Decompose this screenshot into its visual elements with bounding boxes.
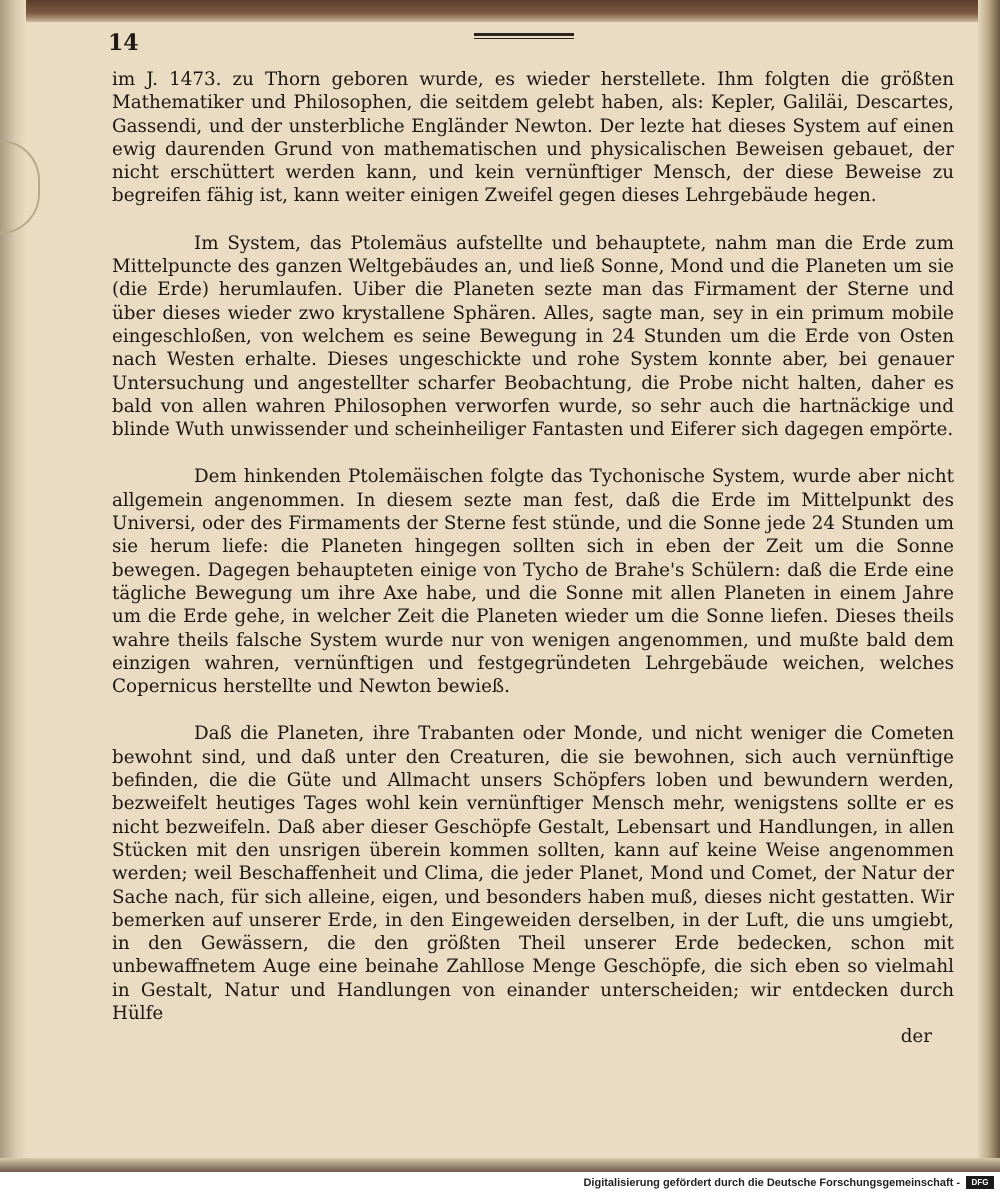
page-top-edge xyxy=(0,0,1000,22)
header-rule xyxy=(474,33,574,36)
page-number: 14 xyxy=(108,30,139,56)
funding-notice: Digitalisierung gefördert durch die Deutsche Forschungsgemeinschaft - xyxy=(583,1177,960,1189)
paragraph-1: im J. 1473. zu Thorn geboren wurde, es wieder herstellete. Ihm folgten die größten Mathematiker und Philosophen, die seitdem gelebt haben, als: Kepler, Galiläi, Descartes, Gassendi, und der unsterbliche Engländer Newton. Der lezte hat dieses System auf einen ewig daurenden Grund von mathematischen und physicalischen Beweisen gebauet, der nicht erschüttert werden kann, und kein vernünftiger Mensch, der diese Beweise zu begreifen fähig ist, kann weiter einigen Zweifel gegen dieses Lehrgebäude hegen. xyxy=(112,69,954,207)
page-bottom-edge xyxy=(0,1158,1000,1172)
paragraph-4: Daß die Planeten, ihre Trabanten oder Monde, und nicht weniger die Cometen bewohnt sind, und daß unter den Creaturen, die sie bewohnen, sich auch vernünftige befinden, die die Güte und Allmacht unsers Schöpfers loben und bewundern werden, bezweifelt heutiges Tages wohl kein vernünftiger Mensch mehr, wenigstens sollte er es nicht bezweifeln. Daß aber dieser Geschöpfe Gestalt, Lebensart und Handlungen, in allen Stücken mit den unsrigen überein kommen sollten, kann auf keine Weise angenommen werden; weil Beschaffenheit und Clima, die jeder Planet, Mond und Comet, der Natur der Sache nach, für sich alleine, eigen, und besonders haben muß, dieses nicht gestatten. Wir bemerken auf unserer Erde, in den Eingeweiden derselben, in der Luft, die uns umgiebt, in den Gewässern, die den größten Theil unserer Erde bedecken, schon mit unbewaffnetem Auge eine beinahe Zahllose Menge Geschöpfe, die sich eben so vielmahl in Gestalt, Natur und Handlungen von einander unterscheiden; wir entdecken durch Hülfe xyxy=(112,723,954,1024)
catchword: der xyxy=(900,1026,932,1048)
page-tab-mark xyxy=(0,140,40,234)
paragraph-2: Im System, das Ptolemäus aufstellte und behauptete, nahm man die Erde zum Mittelpuncte des ganzen Weltgebäudes an, und ließ Sonne, Mond und die Planeten um sie (die Erde) herumlaufen. Uiber die Planeten sezte man das Firmament der Sterne und über dieses wieder zwo krystallene Sphären. Alles, sagte man, sey in ein primum mobile eingeschloßen, von welchem es seine Bewegung in 24 Stunden um die Erde von Osten nach Westen erhalte. Dieses ungeschickte und rohe System konnte aber, bei genauer Untersuchung und angestellter scharfer Beobachtung, die Probe nicht halten, daher es bald von allen wahren Philosophen verworfen wurde, so sehr auch die hartnäckige und blinde Wuth unwissender und scheinheiliger Fantasten und Eiferer sich dagegen empörte. xyxy=(112,232,954,441)
body-text xyxy=(112,68,954,1049)
page-right-edge xyxy=(978,0,1000,1172)
digitization-footer xyxy=(0,1172,1000,1194)
dfg-logo-icon: DFG xyxy=(966,1176,994,1189)
paragraph-3: Dem hinkenden Ptolemäischen folgte das Tychonische System, wurde aber nicht allgemein angenommen. In diesem sezte man fest, daß die Erde im Mittelpunkt des Universi, oder des Firmaments der Sterne fest stünde, und die Sonne jede 24 Stunden um sie herum liefe: die Planeten hingegen sollten sich in eben der Zeit um die Sonne bewegen. Dagegen behaupteten einige von Tycho de Brahe's Schülern: daß die Erde eine tägliche Bewegung um ihre Axe habe, und die Sonne mit allen Planeten in einem Jahre um die Erde gehe, in welcher Zeit die Planeten wieder um die Sonne liefen. Dieses theils wahre theils falsche System wurde nur von wenigen angenommen, und mußte bald dem einzigen wahren, vernünftigen und festgegründeten Lehrgebäude weichen, welches Copernicus herstellte und Newton bewieß. xyxy=(112,466,954,698)
header-rule-thin xyxy=(474,38,574,39)
